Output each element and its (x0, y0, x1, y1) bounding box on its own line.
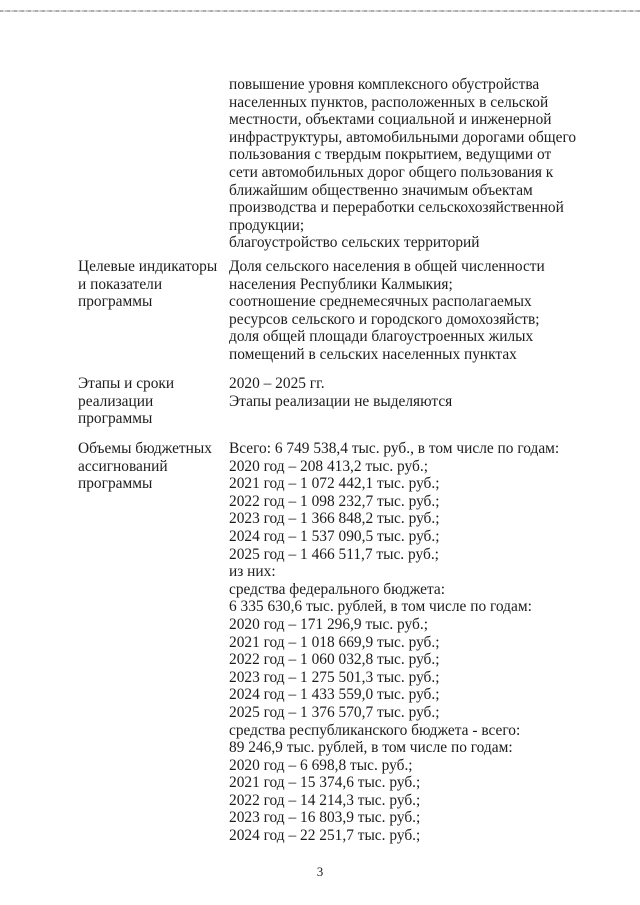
text-line: инфраструктуры, автомобильными дорогами общего (229, 128, 577, 146)
text-line: 2023 год – 16 803,9 тыс. руб.; (229, 809, 421, 827)
text-line: сети автомобильных дорог общего пользования к (229, 163, 554, 181)
text-line: доля общей площади благоустроенных жилых (229, 328, 534, 346)
label-line: ассигнований (78, 457, 168, 475)
text-line: 2021 год – 15 374,6 тыс. руб.; (229, 774, 421, 792)
text-line: 2020 год – 6 698,8 тыс. руб.; (229, 756, 413, 774)
text-line: повышение уровня комплексного обустройства (229, 76, 540, 93)
text-line: 2022 год – 1 098 232,7 тыс. руб.; (229, 492, 440, 510)
text-line: средства федерального бюджета: (229, 580, 445, 598)
stages-label (78, 375, 223, 428)
text-line: 2023 год – 1 366 848,2 тыс. руб.; (229, 510, 440, 528)
text-line: местности, объектами социальной и инженерной (229, 111, 552, 129)
text-line: 2021 год – 1 018 669,9 тыс. руб.; (229, 633, 440, 651)
label-line: Объемы бюджетных (78, 440, 212, 457)
text-line: 2025 год – 1 466 511,7 тыс. руб.; (229, 545, 439, 563)
text-line: населенных пунктов, расположенных в сельской (229, 93, 549, 111)
budget-value (229, 440, 629, 845)
text-line: 2024 год – 22 251,7 тыс. руб.; (229, 827, 421, 845)
text-line: помещений в сельских населенных пунктах (229, 345, 517, 363)
text-line: 2024 год – 1 433 559,0 тыс. руб.; (229, 686, 440, 704)
text-line: 2020 год – 208 413,2 тыс. руб.; (229, 457, 428, 475)
text-line: соотношение среднемесячных располагаемых (229, 293, 532, 311)
text-line: Доля сельского населения в общей численности (229, 258, 545, 275)
text-line: продукции; (229, 216, 305, 234)
text-line: ближайшим общественно значимым объектам (229, 181, 533, 199)
indicators-label (78, 258, 223, 311)
label-line: программы (78, 293, 153, 311)
text-line: населения Республики Калмыкия; (229, 275, 453, 293)
text-line: 89 246,9 тыс. рублей, в том числе по годам: (229, 739, 513, 757)
text-line: 2022 год – 14 214,3 тыс. руб.; (229, 791, 421, 809)
label-line: программы (78, 410, 153, 428)
text-line: 6 335 630,6 тыс. рублей, в том числе по годам: (229, 598, 532, 616)
label-line: Целевые индикаторы (78, 258, 218, 275)
text-line: Этапы реализации не выделяются (229, 392, 453, 410)
text-line: 2020 – 2025 гг. (229, 375, 325, 392)
text-line: пользования с твердым покрытием, ведущими от (229, 146, 552, 164)
budget-label (78, 440, 223, 493)
text-line: из них: (229, 563, 276, 581)
page-number: 3 (316, 864, 324, 879)
goals-continuation (229, 76, 629, 252)
text-line: 2023 год – 1 275 501,3 тыс. руб.; (229, 668, 440, 686)
label-line: реализации (78, 392, 154, 410)
text-line: ресурсов сельского и городского домохозяйств; (229, 310, 540, 328)
scan-top-edge (0, 10, 640, 12)
text-line: 2022 год – 1 060 032,8 тыс. руб.; (229, 651, 440, 669)
text-line: средства республиканского бюджета - всего: (229, 721, 521, 739)
text-line: 2021 год – 1 072 442,1 тыс. руб.; (229, 475, 440, 493)
label-line: и показатели (78, 275, 163, 293)
text-line: 2025 год – 1 376 570,7 тыс. руб.; (229, 703, 440, 721)
text-line: производства и переработки сельскохозяйственной (229, 199, 564, 217)
text-line: благоустройство сельских территорий (229, 234, 480, 252)
label-line: Этапы и сроки (78, 375, 175, 392)
text-line: 2024 год – 1 537 090,5 тыс. руб.; (229, 527, 440, 545)
text-line: Всего: 6 749 538,4 тыс. руб., в том числе по годам: (229, 440, 560, 457)
text-line: 2020 год – 171 296,9 тыс. руб.; (229, 615, 428, 633)
label-line: программы (78, 475, 153, 493)
stages-value (229, 375, 629, 410)
indicators-value (229, 258, 629, 364)
